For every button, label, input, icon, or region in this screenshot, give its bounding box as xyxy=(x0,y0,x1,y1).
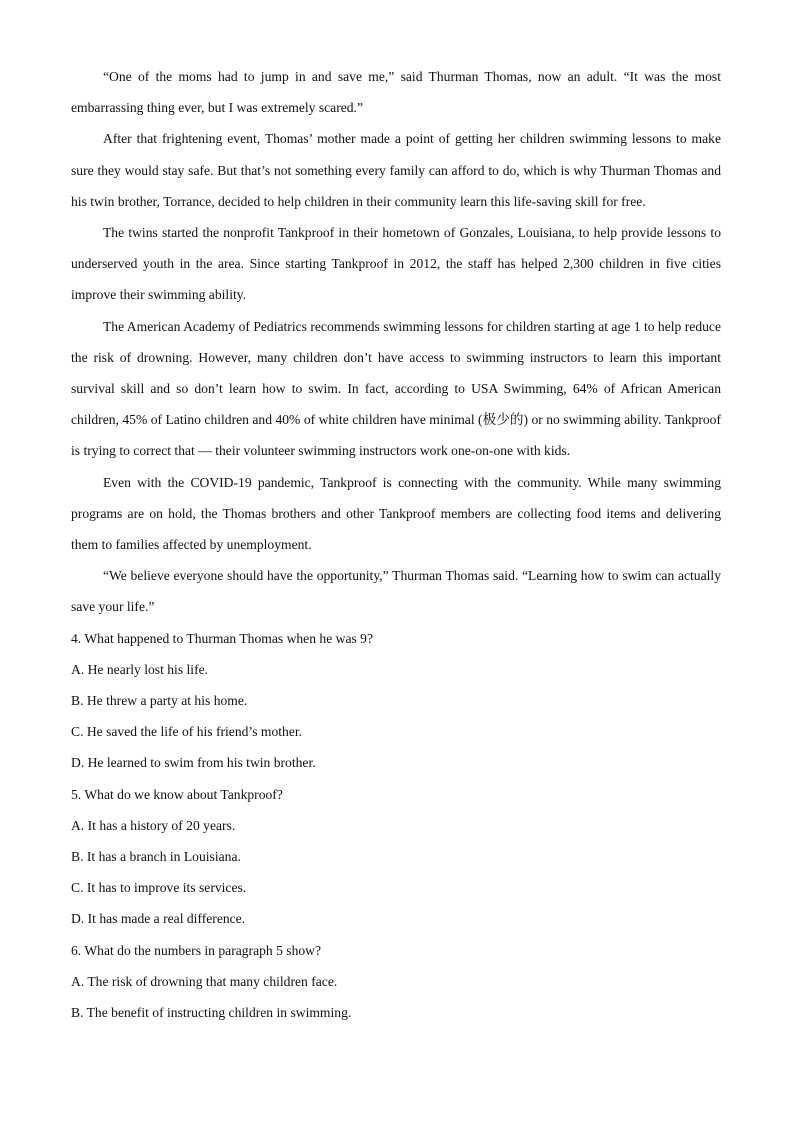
answer-option: A. He nearly lost his life. xyxy=(71,661,209,677)
answer-option: A. The risk of drowning that many children face. xyxy=(71,973,338,989)
passage-paragraph: Even with the COVID-19 pandemic, Tankproof is connecting with the community. While many swimming programs are on hold, the Thomas brothers and other Tankproof members are collecting food items and delivering them to families affected by unemployment. xyxy=(71,474,721,553)
answer-option: D. He learned to swim from his twin brother. xyxy=(71,755,316,771)
passage-paragraph: The American Academy of Pediatrics recommends swimming lessons for children starting at age 1 to help reduce the risk of drowning. However, many children don’t have access to swimming instructors to learn this important survival skill and so don’t learn how to swim. In fact, according to USA Swimming, 64% of African American children, 45% of Latino children and 40% of white children have minimal (极少的) or no swimming ability. Tankproof is trying to correct that — their volunteer swimming instructors work one-on-one with kids. xyxy=(71,318,721,459)
answer-option: A. It has a history of 20 years. xyxy=(71,817,236,833)
question-stem: 4. What happened to Thurman Thomas when he was 9? xyxy=(71,630,374,646)
answer-option: B. The benefit of instructing children in swimming. xyxy=(71,1005,352,1021)
answer-option: D. It has made a real difference. xyxy=(71,911,246,927)
document-body xyxy=(71,61,721,1028)
question-stem: 6. What do the numbers in paragraph 5 show? xyxy=(71,942,322,958)
answer-option: C. It has to improve its services. xyxy=(71,880,247,896)
passage-paragraph: After that frightening event, Thomas’ mother made a point of getting her children swimming lessons to make sure they would stay safe. But that’s not something every family can afford to do, which is why Thurman Thomas and his twin brother, Torrance, decided to help children in their community learn this life-saving skill for free. xyxy=(71,131,721,209)
passage-paragraph: “We believe everyone should have the opportunity,” Thurman Thomas said. “Learning how to swim can actually save your life.” xyxy=(71,568,721,615)
answer-option: B. He threw a party at his home. xyxy=(71,693,248,709)
question-stem: 5. What do we know about Tankproof? xyxy=(71,786,283,802)
answer-option: C. He saved the life of his friend’s mother. xyxy=(71,724,303,740)
answer-option: B. It has a branch in Louisiana. xyxy=(71,849,241,865)
passage-paragraph: The twins started the nonprofit Tankproof in their hometown of Gonzales, Louisiana, to help provide lessons to underserved youth in the area. Since starting Tankproof in 2012, the staff has helped 2,300 children in five cities improve their swimming ability. xyxy=(71,225,721,303)
passage-paragraph: “One of the moms had to jump in and save me,” said Thurman Thomas, now an adult. “It was the most embarrassing thing ever, but I was extremely scared.” xyxy=(71,69,721,116)
